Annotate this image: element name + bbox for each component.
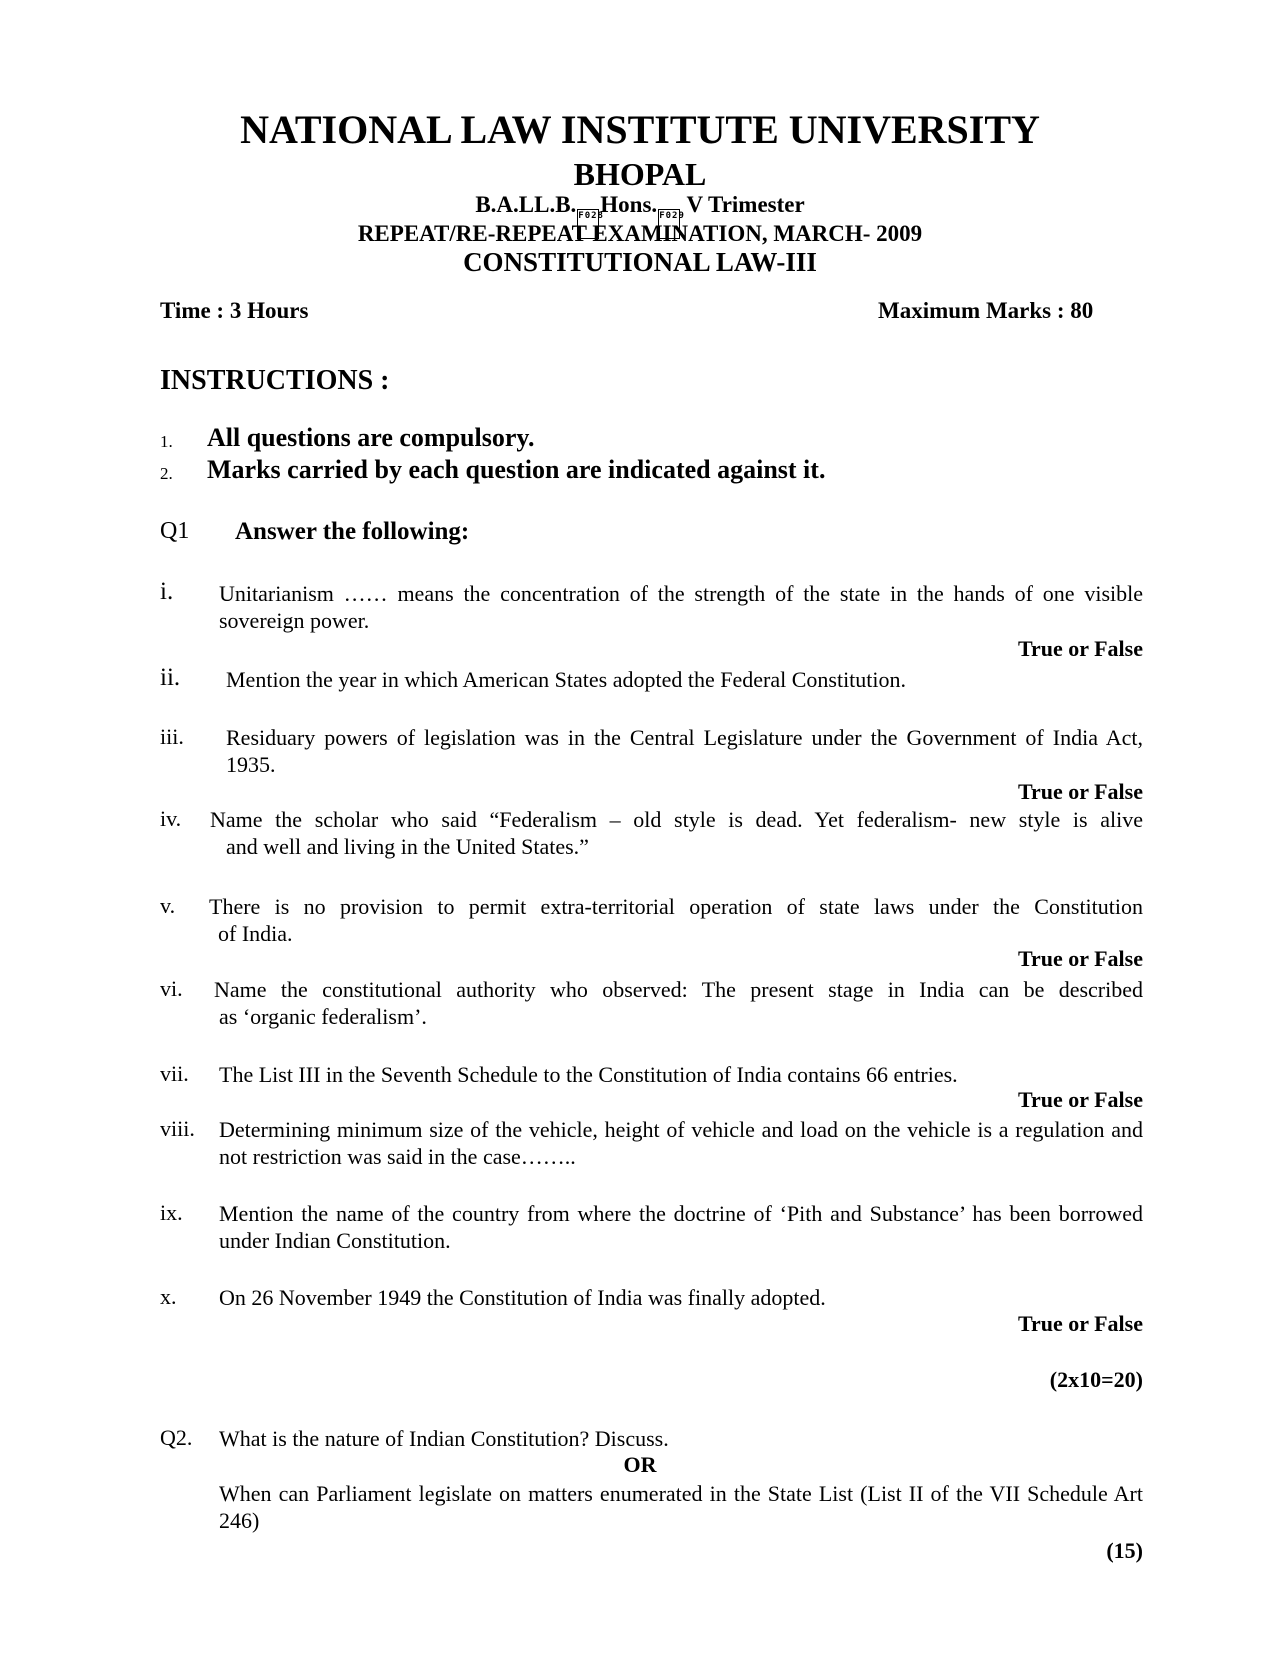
missing-glyph-icon: F029 bbox=[658, 209, 680, 239]
true-or-false: True or False bbox=[1017, 1311, 1143, 1336]
maximum-marks: Maximum Marks : 80 bbox=[878, 298, 1094, 323]
question-item: Unitarianism …… means the concentration of the strength of the state in the hands of one visible sovereign power. bbox=[219, 581, 1143, 633]
item-number: viii. bbox=[160, 1116, 195, 1141]
question-alternative: When can Parliament legislate on matters enumerated in the State List (List II of the VII Schedule Art 246) bbox=[219, 1481, 1143, 1533]
course-trimester: V Trimester bbox=[686, 192, 805, 217]
question-label: Q1 bbox=[160, 518, 190, 544]
instruction-text: All questions are compulsory. bbox=[207, 423, 535, 452]
missing-glyph-icon: F028 bbox=[577, 209, 599, 239]
item-number: vii. bbox=[160, 1061, 189, 1086]
question-item: Mention the year in which American States adopted the Federal Constitution. bbox=[226, 667, 907, 692]
or-separator: OR bbox=[623, 1452, 657, 1477]
question-item-continued: as ‘organic federalism’. bbox=[219, 1004, 427, 1029]
instruction-number: 1. bbox=[160, 432, 173, 451]
true-or-false: True or False bbox=[1017, 946, 1143, 971]
course-hons: Hons. bbox=[600, 192, 658, 217]
question-item: Name the constitutional authority who observed: The present stage in India can be described bbox=[214, 977, 1143, 1002]
university-title: NATIONAL LAW INSTITUTE UNIVERSITY bbox=[240, 107, 1040, 152]
instructions-heading: INSTRUCTIONS : bbox=[160, 365, 390, 396]
exam-title: REPEAT/RE-REPEAT EXAMINATION, MARCH- 2009 bbox=[357, 221, 923, 246]
instruction-text: Marks carried by each question are indicated against it. bbox=[207, 455, 826, 484]
item-number: ix. bbox=[160, 1200, 183, 1225]
true-or-false: True or False bbox=[1017, 779, 1143, 804]
item-number: ii. bbox=[160, 664, 181, 691]
subject-title: CONSTITUTIONAL LAW-III bbox=[463, 247, 817, 277]
item-number: i. bbox=[160, 578, 174, 605]
question-heading: Answer the following: bbox=[235, 518, 470, 545]
question-item: The List III in the Seventh Schedule to the Constitution of India contains 66 entries. bbox=[219, 1062, 958, 1087]
city-title: BHOPAL bbox=[573, 156, 707, 192]
question-text: What is the nature of Indian Constitution? Discuss. bbox=[219, 1426, 669, 1451]
question-label: Q2. bbox=[160, 1425, 193, 1450]
item-number: x. bbox=[160, 1284, 177, 1309]
question-item: Mention the name of the country from where the doctrine of ‘Pith and Substance’ has been borrowed under Indian Constitution. bbox=[219, 1201, 1143, 1253]
true-or-false: True or False bbox=[1017, 636, 1143, 661]
question-marks: (15) bbox=[1106, 1538, 1143, 1563]
question-item-continued: and well and living in the United States.” bbox=[226, 834, 589, 859]
item-number: iii. bbox=[160, 724, 184, 749]
question-item: Residuary powers of legislation was in the Central Legislature under the Government of India Act, 1935. bbox=[226, 725, 1143, 777]
true-or-false: True or False bbox=[1017, 1087, 1143, 1112]
question-item: On 26 November 1949 the Constitution of India was finally adopted. bbox=[219, 1285, 826, 1310]
question-item: There is no provision to permit extra-territorial operation of state laws under the Constitution bbox=[209, 894, 1143, 919]
question-item: Determining minimum size of the vehicle, height of vehicle and load on the vehicle is a regulation and not restriction was said in the case…….. bbox=[219, 1117, 1143, 1169]
instruction-number: 2. bbox=[160, 464, 173, 483]
question-marks: (2x10=20) bbox=[1049, 1367, 1143, 1392]
time-allowed: Time : 3 Hours bbox=[160, 298, 309, 323]
question-item: Name the scholar who said “Federalism – old style is dead. Yet federalism- new style is alive bbox=[210, 807, 1143, 832]
item-number: vi. bbox=[160, 976, 183, 1001]
item-number: iv. bbox=[160, 806, 182, 831]
question-item-continued: of India. bbox=[218, 921, 293, 946]
item-number: v. bbox=[160, 893, 176, 918]
course-degree: B.A.LL.B. bbox=[475, 192, 577, 217]
